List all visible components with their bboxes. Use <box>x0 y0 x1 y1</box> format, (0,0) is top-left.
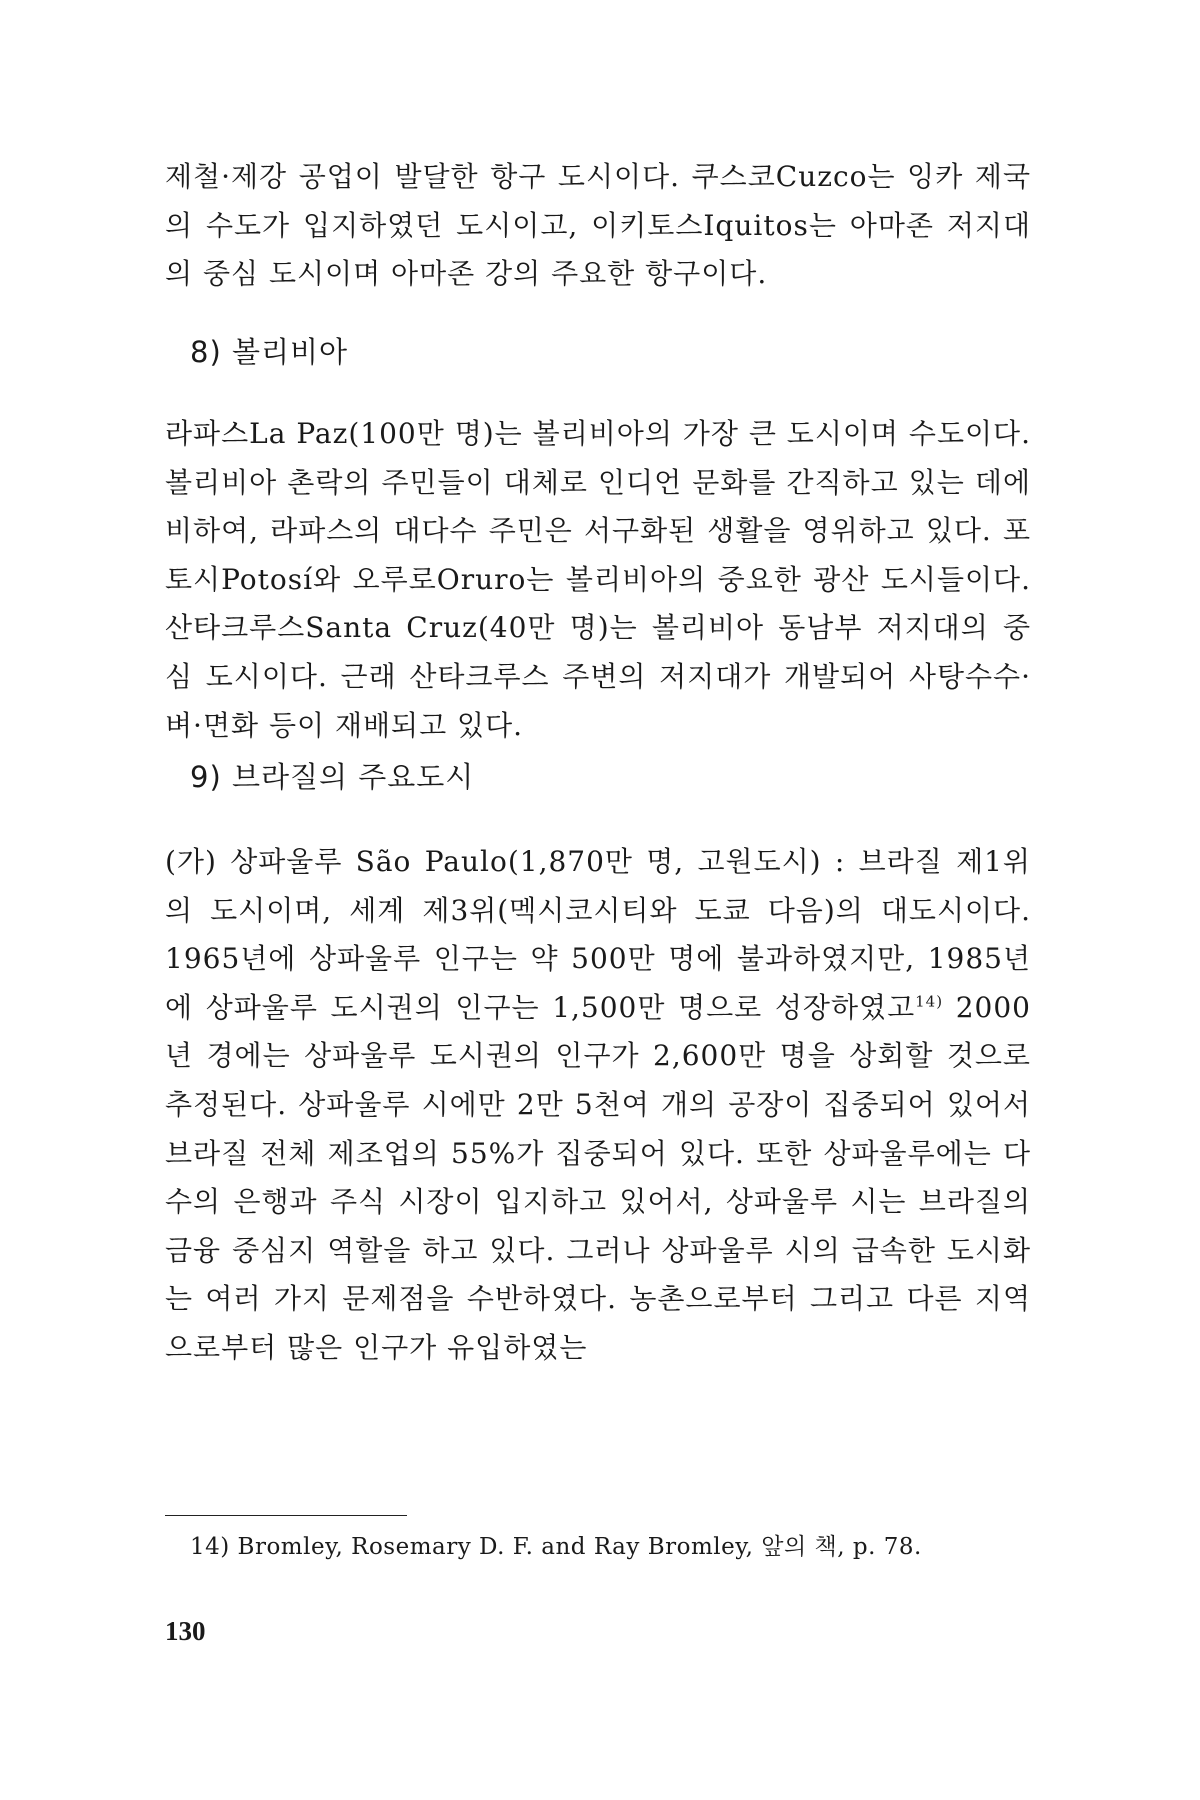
sao-paulo-text-part-1: (가) 상파울루 São Paulo(1,870만 명, 고원도시) : 브라질 제1위의 도시이며, 세계 제3위(멕시코시티와 도쿄 다음)의 대도시이다. 1965년에 상파울루 인구는 약 500만 명에 불과하였지만, 1985년에 상파울루 도시권의 인구는 1,500만 명으로 성장하였고 <box>165 845 1031 1024</box>
section-heading-brazil-cities: 9) 브라질의 주요도시 <box>190 760 475 794</box>
page-number: 130 <box>165 1616 206 1646</box>
paragraph-sao-paulo <box>165 838 1031 1373</box>
footnote-divider <box>165 1515 407 1516</box>
paragraph-peru-cities: 제철·제강 공업이 발달한 항구 도시이다. 쿠스코Cuzco는 잉카 제국의 수도가 입지하였던 도시이고, 이키토스Iquitos는 아마존 저지대의 중심 도시이며 아마존 강의 주요한 항구이다. <box>165 160 1031 291</box>
footnote-reference: 14) <box>915 992 944 1011</box>
footnote-14: 14) Bromley, Rosemary D. F. and Ray Bromley, 앞의 책, p. 78. <box>190 1534 922 1560</box>
sao-paulo-text-part-2: 2000년 경에는 상파울루 도시권의 인구가 2,600만 명을 상회할 것으로 추정된다. 상파울루 시에만 2만 5천여 개의 공장이 집중되어 있어서 브라질 전체 제조업의 55%가 집중되어 있다. 또한 상파울루에는 다수의 은행과 주식 시장이 입지하고 있어서, 상파울루 시는 브라질의 금융 중심지 역할을 하고 있다. 그러나 상파울루 시의 급속한 도시화는 여러 가지 문제점을 수반하였다. 농촌으로부터 그리고 다른 지역으로부터 많은 인구가 유입하였는 <box>165 990 1031 1364</box>
section-heading-bolivia: 8) 볼리비아 <box>190 335 349 369</box>
paragraph-bolivia: 라파스La Paz(100만 명)는 볼리비아의 가장 큰 도시이며 수도이다. 볼리비아 촌락의 주민들이 대체로 인디언 문화를 간직하고 있는 데에 비하여, 라파스의 대다수 주민은 서구화된 생활을 영위하고 있다. 포토시Potosí와 오루로Oruro는 볼리비아의 중요한 광산 도시들이다. 산타크루스Santa Cruz(40만 명)는 볼리비아 동남부 저지대의 중심 도시이다. 근래 산타크루스 주변의 저지대가 개발되어 사탕수수·벼·면화 등이 재배되고 있다. <box>165 417 1031 742</box>
